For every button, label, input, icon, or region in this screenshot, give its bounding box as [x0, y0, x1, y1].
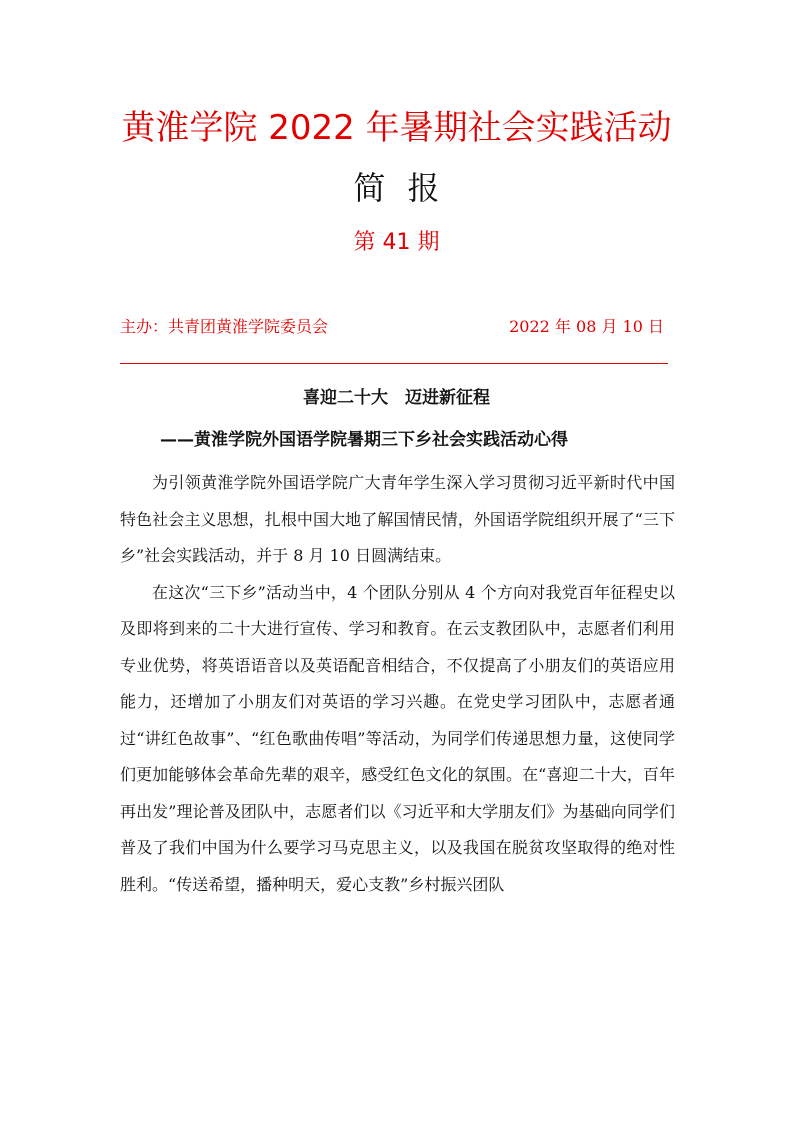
masthead-title: 黄淮学院 2022 年暑期社会实践活动	[121, 108, 672, 148]
article-body	[120, 465, 675, 903]
organizer: 主办：共青团黄淮学院委员会	[120, 317, 329, 336]
issue-number: 第 41 期	[353, 230, 440, 255]
article-subtitle: ——黄淮学院外国语学院暑期三下乡社会实践活动心得	[160, 430, 568, 450]
masthead-subtitle: 简报	[353, 169, 462, 207]
publish-date: 2022 年 08 月 10 日	[509, 317, 664, 336]
paragraph: 在这次“三下乡”活动当中，4 个团队分别从 4 个方向对我党百年征程史以及即将到来的二十大进行宣传、学习和教育。在云支教团队中，志愿者们利用专业优势，将英语语音以及英语配音相结合，不仅提高了小朋友们的英语应用能力，还增加了小朋友们对英语的学习兴趣。在党史学习团队中，志愿者通过“讲红色故事”、“红色歌曲传唱”等活动，为同学们传递思想力量，这使同学们更加能够体会革命先辈的艰辛，感受红色文化的氛围。在“喜迎二十大，百年再出发”理论普及团队中，志愿者们以《习近平和大学朋友们》为基础向同学们普及了我们中国为什么要学习马克思主义，以及我国在脱贫攻坚取得的绝对性胜利。“传送希望，播种明天，爱心支教”乡村振兴团队	[120, 582, 675, 894]
paragraph: 为引领黄淮学院外国语学院广大青年学生深入学习贯彻习近平新时代中国特色社会主义思想，扎根中国大地了解国情民情，外国语学院组织开展了“三下乡”社会实践活动，并于 8 月 10 日圆满结束。	[120, 473, 675, 565]
header-divider	[120, 363, 668, 364]
article-title: 喜迎二十大 迈进新征程	[303, 388, 490, 408]
